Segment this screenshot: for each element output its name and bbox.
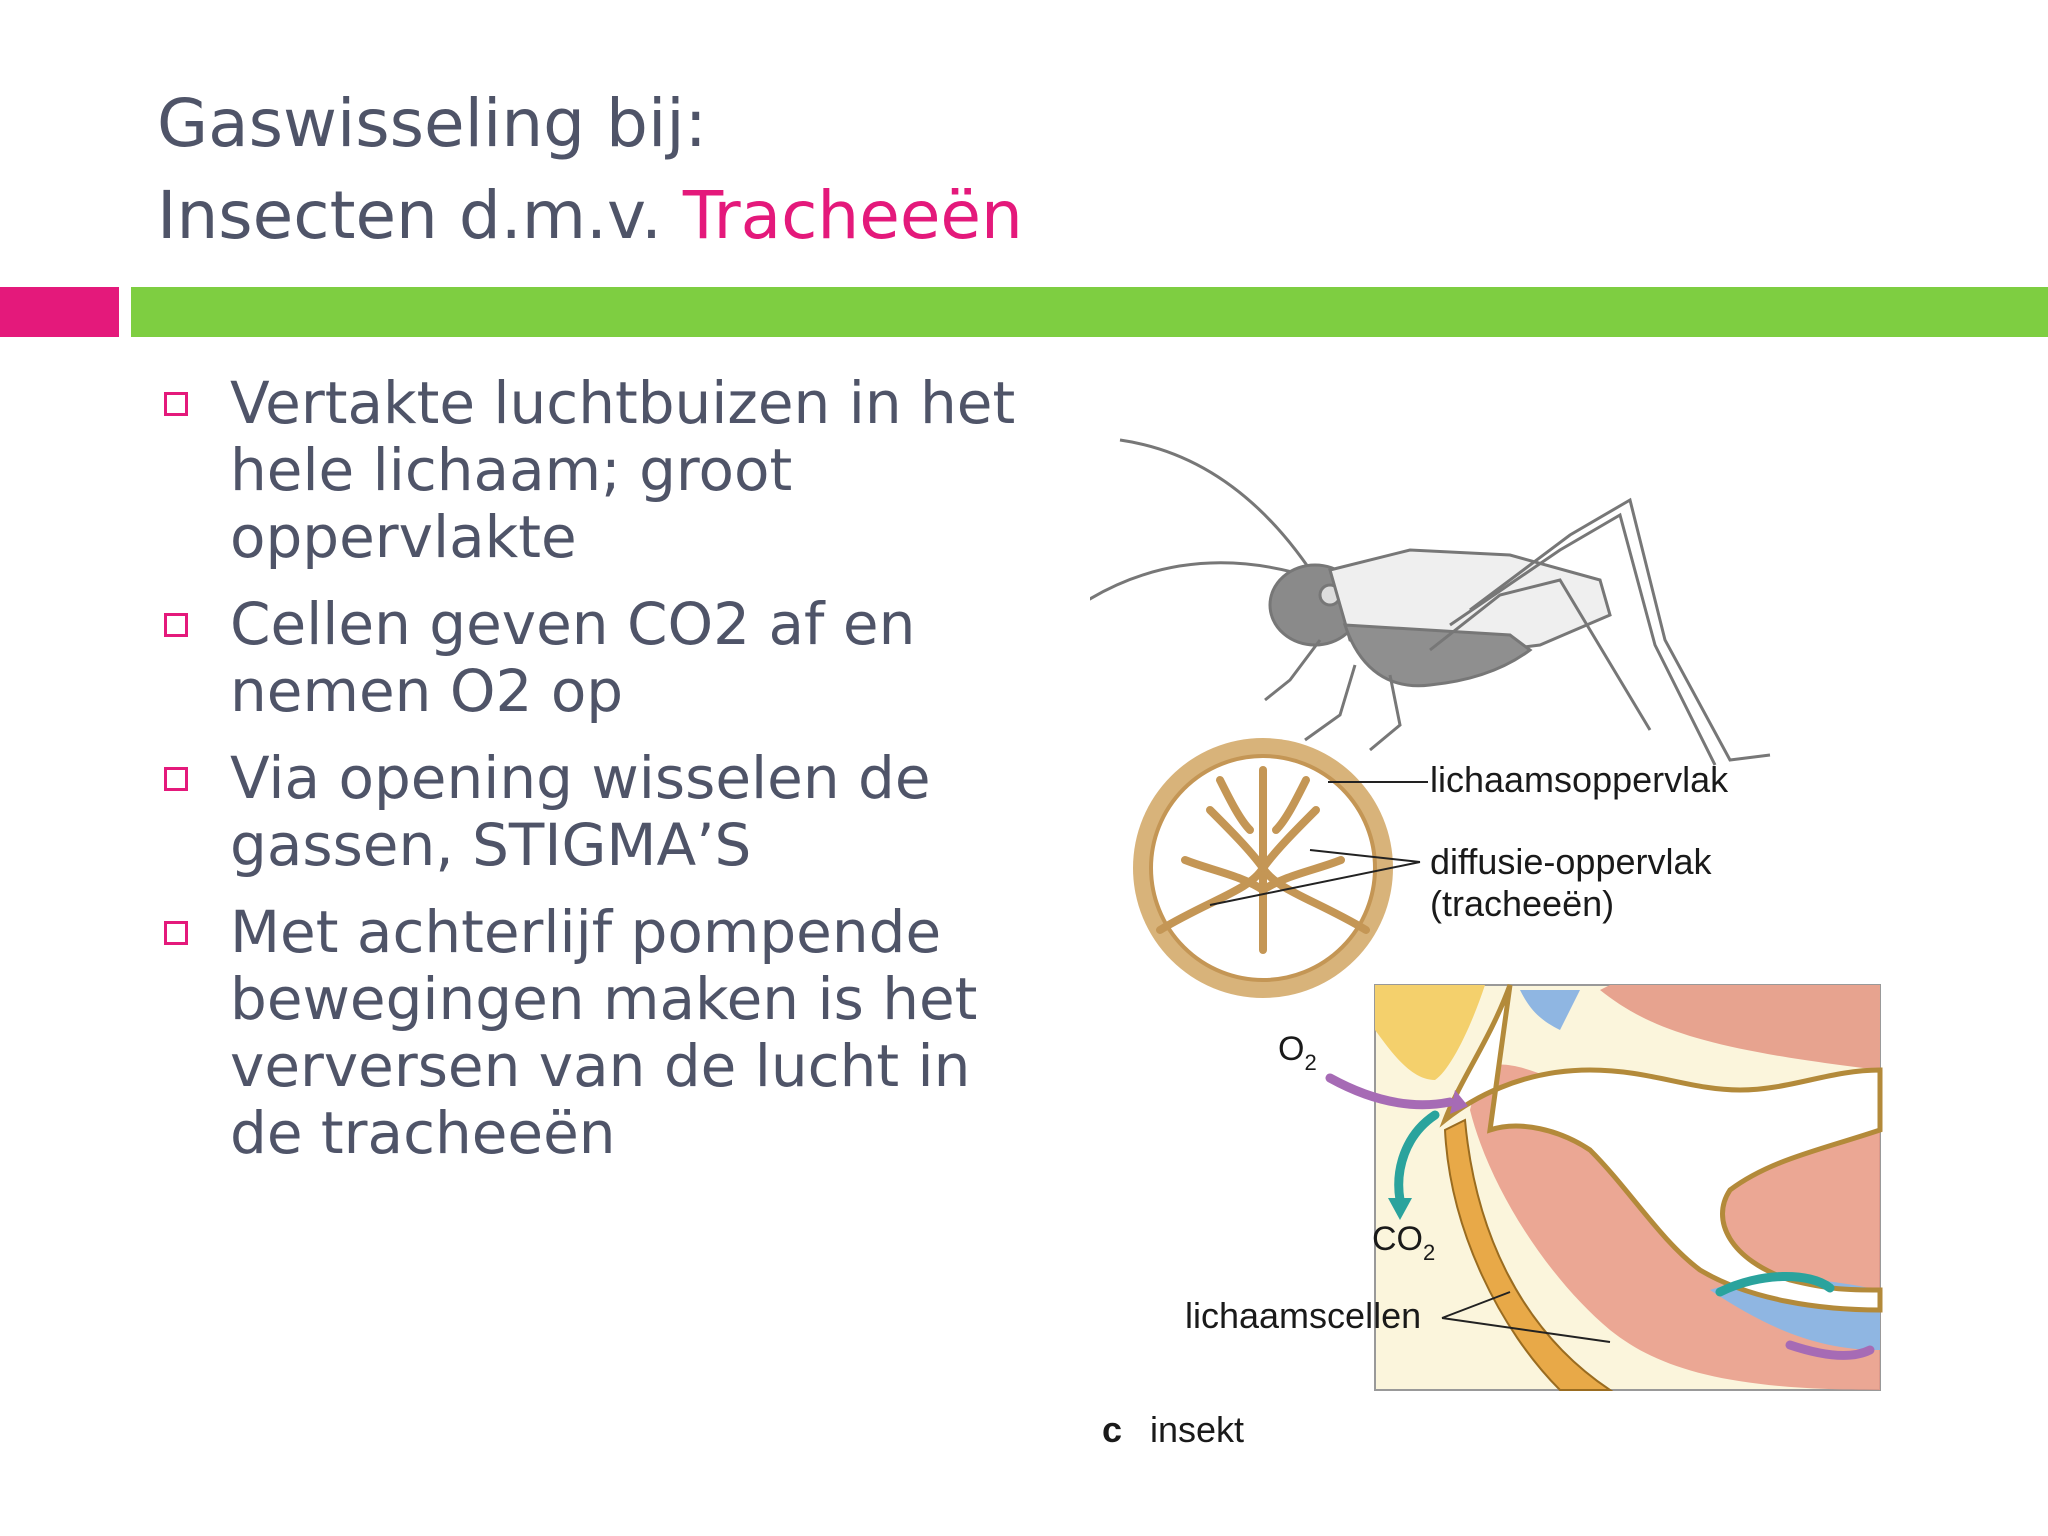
bullet-item: [160, 591, 1020, 725]
label-co2-main: CO: [1372, 1220, 1423, 1258]
bullet-text: Met achterlijf pompende bewegingen maken is het verversen van de lucht in de tracheeën: [230, 898, 978, 1167]
slide-title: [157, 78, 1023, 262]
bullet-list: [160, 370, 1020, 1187]
label-o2-subscript: 2: [1304, 1050, 1317, 1075]
bullet-item: [160, 745, 1020, 879]
checkbox-bullet-icon: [164, 392, 188, 416]
caption-text: insekt: [1150, 1409, 1245, 1450]
cricket-illustration: [1090, 440, 1770, 765]
label-lichaamscellen: lichaamscellen: [1185, 1295, 1422, 1336]
checkbox-bullet-icon: [164, 767, 188, 791]
header-bar-pink: [0, 287, 119, 337]
title-accent-word: Tracheeën: [682, 177, 1023, 254]
label-diffusie-oppervlak: diffusie-oppervlak: [1430, 841, 1712, 882]
title-line-2: [157, 170, 1023, 262]
bullet-item: [160, 370, 1020, 571]
checkbox-bullet-icon: [164, 921, 188, 945]
tissue-detail-illustration: [1375, 970, 1880, 1390]
checkbox-bullet-icon: [164, 613, 188, 637]
bullet-text: Via opening wisselen de gassen, STIGMA’S: [230, 744, 931, 879]
bullet-text: Vertakte luchtbuizen in het hele lichaam; groot oppervlakte: [230, 369, 1016, 571]
label-o2-main: O: [1278, 1030, 1305, 1068]
label-co2-subscript: 2: [1423, 1240, 1436, 1265]
title-line-2-prefix: Insecten d.m.v.: [157, 177, 683, 254]
label-o2: [1278, 1030, 1317, 1075]
bullet-text: Cellen geven CO2 af en nemen O2 op: [230, 590, 916, 725]
title-line-1: Gaswisseling bij:: [157, 85, 707, 162]
insect-tracheae-figure: [1090, 430, 1930, 1460]
label-lichaamsoppervlak: lichaamsoppervlak: [1430, 759, 1729, 800]
label-tracheeen: (tracheeën): [1430, 883, 1615, 924]
header-bar-green: [131, 287, 2048, 337]
bullet-item: [160, 899, 1020, 1167]
cross-section-illustration: [1133, 738, 1393, 998]
caption-letter: c: [1102, 1409, 1123, 1450]
